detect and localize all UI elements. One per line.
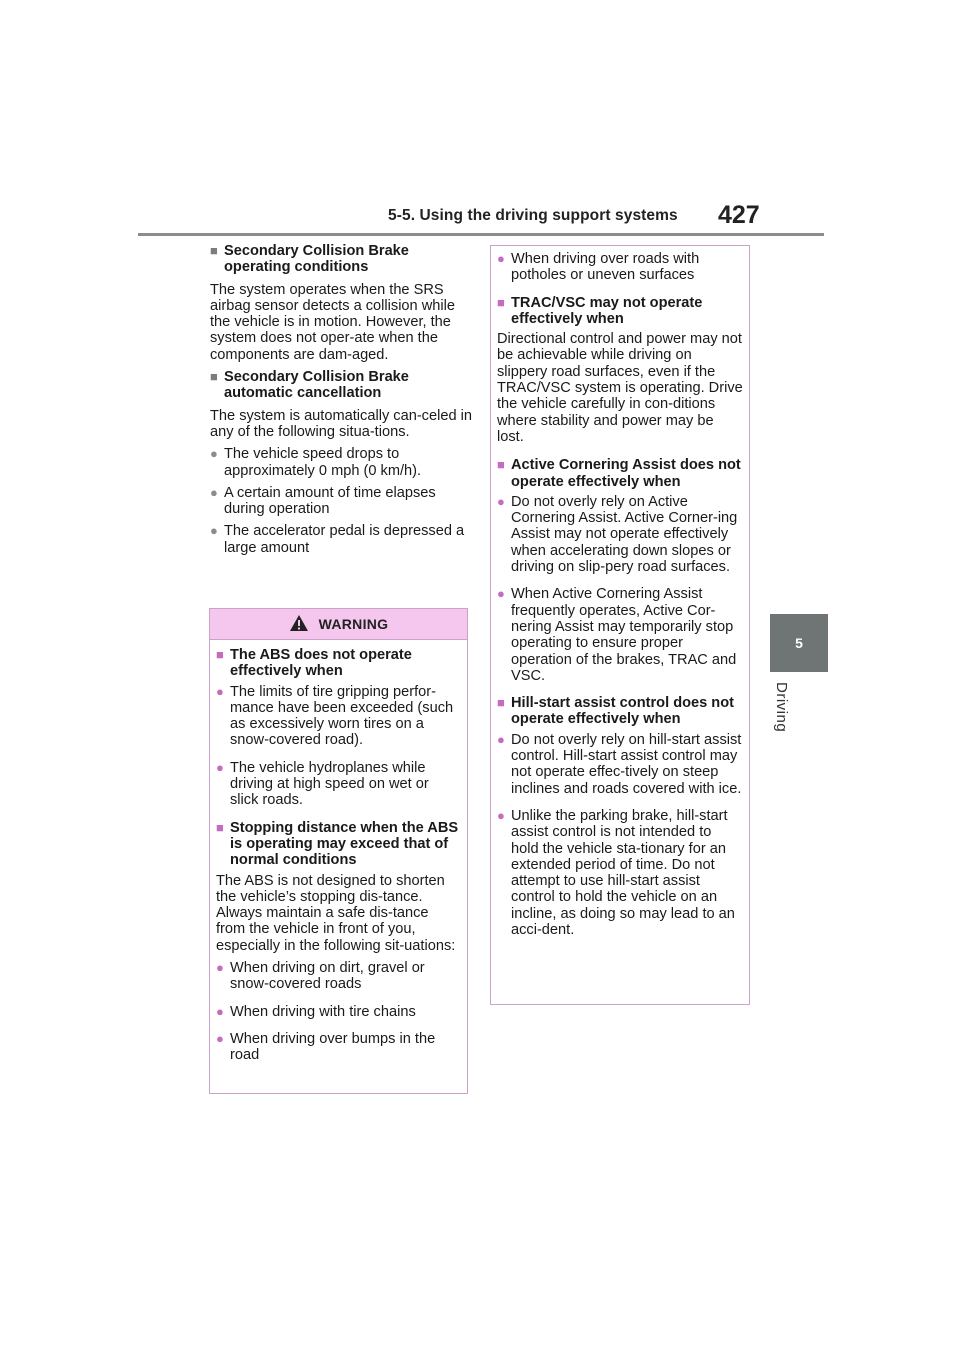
warning-box-continued	[490, 245, 750, 1005]
square-bullet-icon: ■	[497, 294, 505, 310]
warning-heading: ■ TRAC/VSC may not operate effectively when	[497, 294, 703, 327]
list-item: ● The vehicle speed drops to approximately 0 mph (0 km/h).	[210, 446, 422, 479]
square-bullet-icon: ■	[216, 819, 224, 835]
circle-bullet-icon: ●	[210, 446, 218, 462]
section-heading: ■ Secondary Collision Brake operating conditions	[210, 243, 409, 276]
circle-bullet-icon: ●	[210, 484, 218, 500]
list-item: ● Do not overly rely on hill-start assist control. Hill-start assist control may not operate effec-tively on steep inclines and roads covered with ice.	[497, 731, 742, 797]
left-column	[210, 243, 472, 562]
circle-bullet-icon: ●	[216, 683, 224, 699]
circle-bullet-icon: ●	[497, 807, 505, 823]
page-number: 427	[718, 201, 760, 229]
list-item: ● The vehicle hydroplanes while driving at high speed on wet or slick roads.	[216, 759, 429, 809]
circle-bullet-icon: ●	[497, 251, 505, 266]
circle-bullet-icon: ●	[216, 1003, 224, 1019]
warning-triangle-icon	[289, 614, 309, 635]
chapter-tab[interactable]: 5	[770, 614, 828, 672]
warning-header	[210, 609, 467, 640]
circle-bullet-icon: ●	[497, 731, 505, 747]
paragraph: The system is automatically can-celed in any of the following situa-tions.	[210, 407, 472, 440]
warning-title: WARNING	[318, 616, 389, 632]
section-title: 5-5. Using the driving support systems	[388, 207, 678, 224]
chapter-label: Driving	[773, 682, 790, 733]
square-bullet-icon: ■	[210, 243, 218, 258]
circle-bullet-icon: ●	[210, 523, 218, 539]
list-item: ● When driving with tire chains	[216, 1003, 416, 1020]
list-item: ● The accelerator pedal is depressed a large amount	[210, 523, 465, 556]
square-bullet-icon: ■	[216, 647, 224, 662]
warning-body	[491, 246, 749, 938]
warning-heading: ■ Stopping distance when the ABS is operating may exceed that of normal conditions	[216, 819, 459, 869]
list-item: ● Do not overly rely on Active Cornering Assist. Active Corner-ing Assist may not operate effectively when accelerating down slopes or driving on slip-pery road surfaces.	[497, 493, 738, 576]
circle-bullet-icon: ●	[216, 1030, 224, 1046]
list-item: ● A certain amount of time elapses during operation	[210, 484, 436, 518]
warning-heading: ■ Active Cornering Assist does not operate effectively when	[497, 457, 741, 490]
square-bullet-icon: ■	[210, 369, 218, 385]
list-item: ● The limits of tire gripping perfor-mance have been exceeded (such as excessively worn tires on a snow-covered road).	[216, 683, 454, 749]
section-heading: ■ Secondary Collision Brake automatic cancellation	[210, 369, 409, 402]
list-item: ● When driving on dirt, gravel or snow-covered roads	[216, 960, 425, 993]
header-divider	[138, 233, 824, 236]
circle-bullet-icon: ●	[216, 759, 224, 775]
warning-body	[210, 640, 467, 1064]
square-bullet-icon: ■	[497, 457, 505, 473]
paragraph: The ABS is not designed to shorten the vehicle’s stopping dis-tance. Always maintain a safe dis-tance from the vehicle in front of you, especially in the following sit-uations:	[216, 872, 456, 954]
list-item: ● When driving over bumps in the road	[216, 1030, 436, 1064]
square-bullet-icon: ■	[497, 695, 505, 711]
list-item: ● When driving over roads with potholes or uneven surfaces	[497, 251, 700, 284]
circle-bullet-icon: ●	[216, 960, 224, 976]
warning-heading: ■ The ABS does not operate effectively when	[216, 647, 412, 680]
warning-box	[209, 608, 468, 1094]
warning-heading: ■ Hill-start assist control does not operate effectively when	[497, 695, 734, 728]
list-item: ● Unlike the parking brake, hill-start assist control is not intended to hold the vehicle sta-tionary for an extended period of time. Do not attempt to use hill-start assist control to hold the vehicle on an incline, as doing so may lead to an acci-dent.	[497, 807, 735, 938]
list-item: ● When Active Cornering Assist frequently operates, Active Cor-nering Assist may temporarily stop operating to ensure proper operation of the brakes, TRAC and VSC.	[497, 586, 737, 684]
circle-bullet-icon: ●	[497, 493, 505, 509]
paragraph: The system operates when the SRS airbag sensor detects a collision while the vehicle is in motion. However, the system does not oper-ate when the components are dam-aged.	[210, 281, 455, 363]
paragraph: Directional control and power may not be achievable while driving on slippery road surfaces, even if the TRAC/VSC system is operating. Drive the vehicle carefully in con-ditions where stability and power may be lost.	[497, 331, 743, 445]
circle-bullet-icon: ●	[497, 586, 505, 602]
